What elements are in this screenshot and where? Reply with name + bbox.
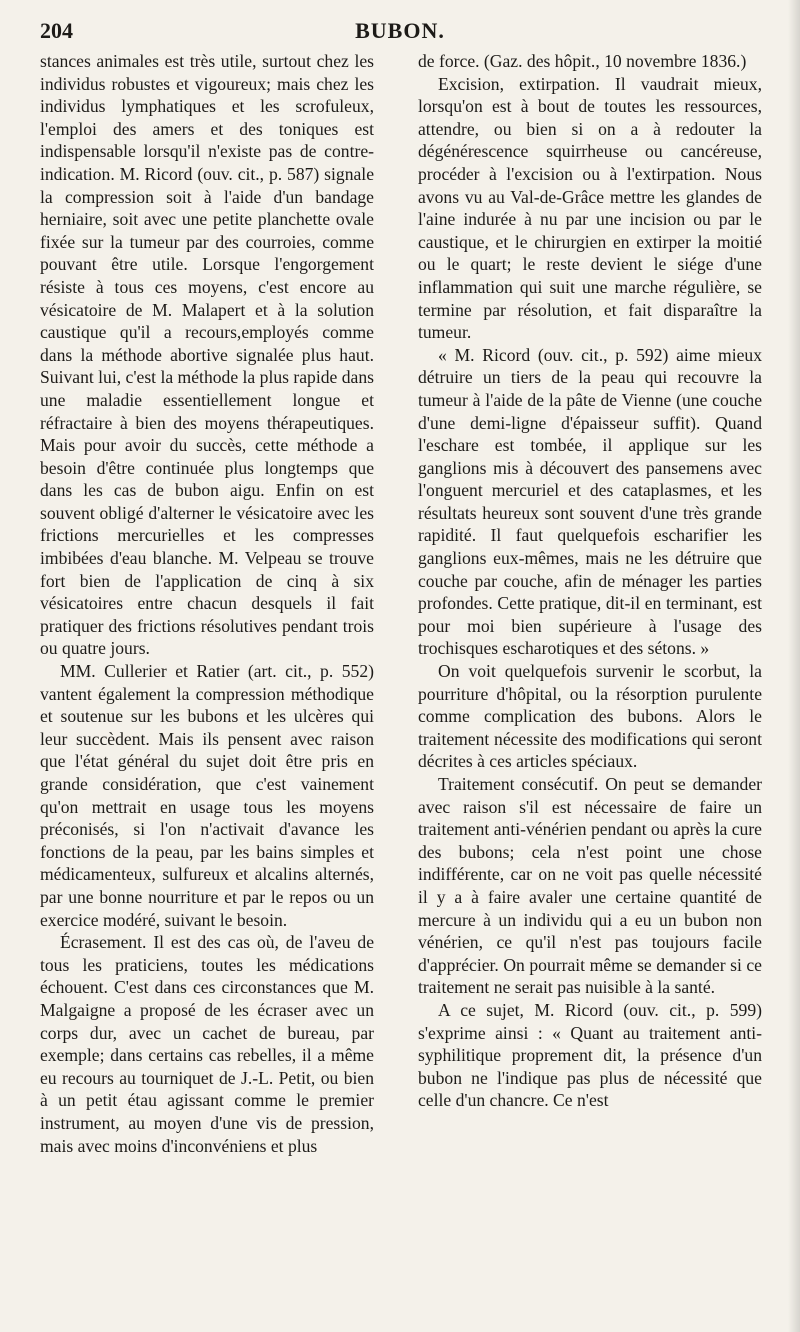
running-title: BUBON. — [355, 18, 445, 43]
page-edge-shadow — [788, 0, 800, 1332]
page-number: 204 — [40, 18, 73, 43]
paragraph: de force. (Gaz. des hôpit., 10 novembre 1836.) — [418, 51, 747, 71]
paragraph: MM. Cullerier et Ratier (art. cit., p. 552) vantent également la compression méthodique et soutenue sur les bubons et les ulcères qui leur succèdent. Mais ils pensent avec raison que l'état général du sujet doit être pris en grande considération, que c'est vainement qu'on mettrait en usage tous les moyens préconisés, si l'on n'activait d'avance les fonctions de la peau, par les bains simples et médicamenteux, sulfureux et alcalins alternés, par une bonne nourriture et par le repos ou un exercice modéré, suivant le besoin. — [40, 661, 374, 930]
left-column — [40, 50, 374, 1157]
running-header — [40, 14, 760, 50]
right-column — [418, 50, 762, 1112]
paragraph: « M. Ricord (ouv. cit., p. 592) aime mieux détruire un tiers de la peau qui recouvre la tumeur à l'aide de la pâte de Vienne (une couche d'une demi-ligne d'épaisseur suffit). Quand l'eschare est tombée, il applique sur les ganglions mis à découvert des pansemens avec l'onguent mercuriel et des cataplasmes, et les résultats heureux sont souvent d'une très grande rapidité. Il faut quelquefois escharifier les ganglions eux-mêmes, mais ne les détruire que couche par couche, afin de ménager les parties profondes. Cette pratique, dit-il en terminant, est pour moi bien supérieure à l'usage des trochisques escharotiques et des sétons. » — [418, 344, 762, 659]
paragraph: Traitement consécutif. On peut se demander avec raison s'il est nécessaire de faire un traitement anti-vénérien pendant ou après la cure des bubons; cela n'est point une chose indifférente, car on ne voit pas quelle nécessité il y a à faire avaler une certaine quantité de mercure à un individu qui a eu un bubon non vénérien, ce qu'il n'est pas toujours facile d'apprécier. On pourrait même se demander si ce traitement ne serait pas nuisible à la santé. — [418, 774, 762, 998]
paragraph: On voit quelquefois survenir le scorbut, la pourriture d'hôpital, ou la résorption purulente comme complication des bubons. Alors le traitement nécessite des modifications qui seront décrites à ces articles spéciaux. — [418, 661, 762, 772]
paragraph: Écrasement. Il est des cas où, de l'aveu de tous les praticiens, toutes les médications échouent. C'est dans ces circonstances que M. Malgaigne a proposé de les écraser avec un corps dur, avec un cachet de bureau, par exemple; dans certains cas rebelles, il a même eu recours au tourniquet de J.-L. Petit, ou bien à un petit étau agissant comme le premier instrument, au moyen d'une vis de pression, mais avec moins d'inconvéniens et plus — [40, 932, 374, 1156]
paragraph: stances animales est très utile, surtout chez les individus robustes et vigoureux; mais chez les individus lymphatiques et les scrofuleux, l'emploi des amers et des toniques est indispensable lorsqu'il n'existe pas de contre-indication. M. Ricord (ouv. cit., p. 587) signale la compression soit à l'aide d'un bandage herniaire, soit avec une petite planchette ovale fixée sur la tumeur par des courroies, comme pouvant être utile. Lorsque l'engorgement résiste à tous ces moyens, c'est encore au vésicatoire de M. Malapert et à la solution caustique qu'il a recours,employés comme dans la méthode abortive signalée plus haut. Suivant lui, c'est la méthode la plus rapide dans une maladie essentiellement longue et réfractaire à bien des moyens thérapeutiques. Mais pour avoir du succès, cette méthode a besoin d'être continuée plus longtemps que dans les cas de bubon aigu. Enfin on est souvent obligé d'alterner le vésicatoire avec les frictions mercurielles et les compresses imbibées d'eau blanche. M. Velpeau se trouve fort bien de l'application de cinq à six vésicatoires entre chacun desquels il fait pratiquer des frictions résolutives pendant trois ou quatre jours. — [40, 51, 374, 659]
paragraph: A ce sujet, M. Ricord (ouv. cit., p. 599) s'exprime ainsi : « Quant au traitement anti-syphilitique proprement dit, la présence d'un bubon ne l'indique pas plus de nécessité que celle d'un chancre. Ce n'est — [418, 999, 762, 1111]
paragraph: Excision, extirpation. Il vaudrait mieux, lorsqu'on est à bout de toutes les ressources, attendre, ou bien si on a à redouter la dégénérescence squirrheuse ou cancéreuse, procéder à l'excision ou à l'extirpation. Nous avons vu au Val-de-Grâce mettre les glandes de l'aine indurée à nu par une incision ou par le caustique, et le chirurgien en extirper la moitié ou le quart; le reste devient le siége d'une inflammation qui suit une marche régulière, se termine par résolution, et fait disparaître la tumeur. — [418, 73, 762, 343]
